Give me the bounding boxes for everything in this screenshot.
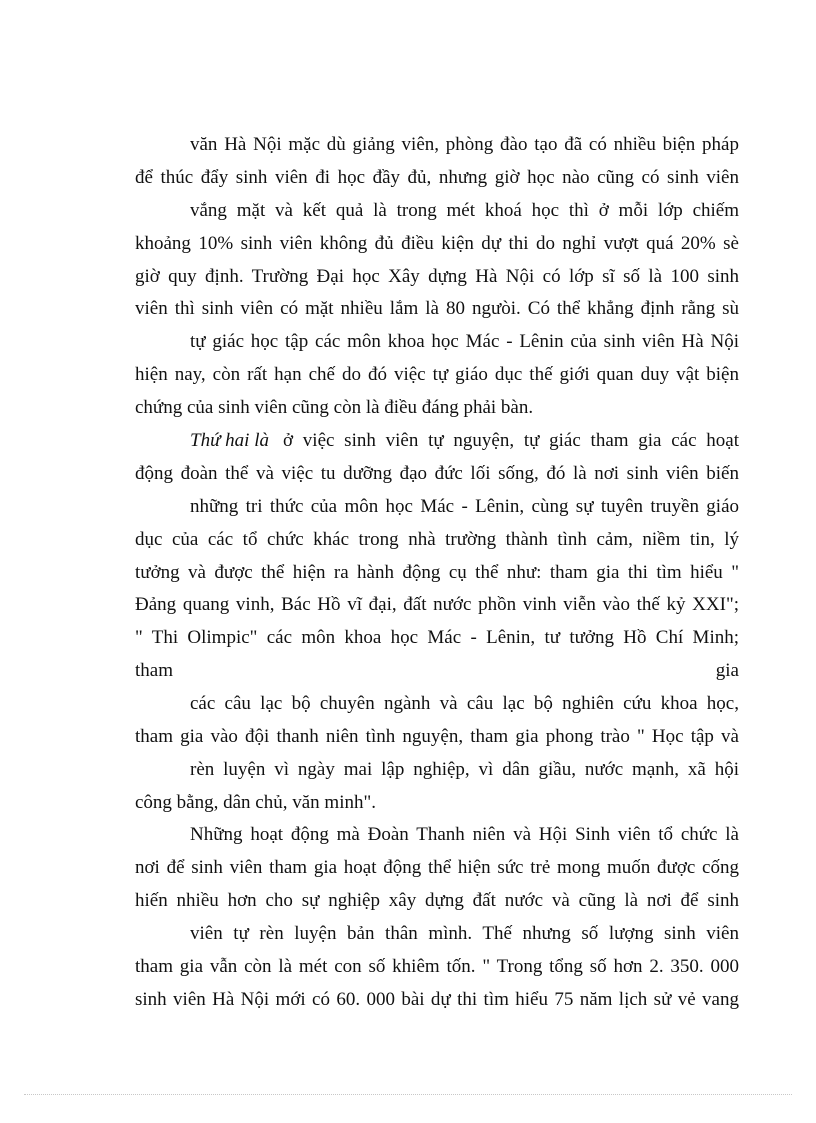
text-line: sinh viên Hà Nội mới có 60. 000 bài dự thi tìm hiểu 75 năm lịch sử vẻ vang	[135, 989, 739, 1010]
text-line: khoảng 10% sinh viên không đủ điều kiện dự thi do nghỉ vượt quá 20% sè	[135, 233, 739, 254]
text-line: các câu lạc bộ chuyên ngành và câu lạc bộ nghiên cứu khoa học,	[190, 693, 739, 714]
text-line: Những hoạt động mà Đoàn Thanh niên và Hội Sinh viên tổ chức là	[190, 824, 739, 845]
text-line: động đoàn thể và việc tu dưỡng đạo đức lối sống, đó là nơi sinh viên biến	[135, 463, 739, 484]
text-line: để thúc đẩy sinh viên đi học đầy đủ, nhưng giờ học nào cũng có sinh viên	[135, 167, 739, 188]
text-line: hiến nhiều hơn cho sự nghiệp xây dựng đất nước và cũng là nơi để sinh	[135, 890, 739, 911]
text-line: viên thì sinh viên có mặt nhiều lắm là 80 ngưòi. Có thể khẳng định rằng sù	[135, 298, 739, 319]
text-line: hiện nay, còn rất hạn chế do đó việc tự giáo dục thế giới quan duy vật biện	[135, 364, 739, 385]
text-line: " Thi Olimpic" các môn khoa học Mác - Lênin, tư tưởng Hồ Chí Minh;	[135, 627, 739, 648]
text-line: chứng của sinh viên cũng còn là điều đáng phải bàn.	[135, 397, 534, 418]
text-line: ở việc sinh viên tự nguyện, tự giác tham gia các hoạt	[283, 430, 739, 451]
text-line: tham gia vẫn còn là mét con số khiêm tốn. " Trong tổng số hơn 2. 350. 000	[135, 956, 739, 977]
paragraph-start-line	[190, 424, 739, 457]
text-line: dục của các tổ chức khác trong nhà trường thành tình cảm, niềm tin, lý	[135, 529, 739, 550]
text-line: văn Hà Nội mặc dù giảng viên, phòng đào tạo đã có nhiều biện pháp	[190, 134, 739, 155]
text-line: tham gia vào đội thanh niên tình nguyện, tham gia phong trào " Học tập và	[135, 726, 739, 747]
italic-lead: Thứ hai là	[190, 430, 269, 451]
text-line: Đảng quang vinh, Bác Hồ vĩ đại, đất nước phồn vinh viễn vào thế kỷ XXI";	[135, 594, 739, 615]
text-line: tự giác học tập các môn khoa học Mác - Lênin của sinh viên Hà Nội	[190, 331, 739, 352]
text-line: vắng mặt và kết quả là trong mét khoá học thì ở mỗi lớp chiếm	[190, 200, 739, 221]
text-line: rèn luyện vì ngày mai lập nghiệp, vì dân giầu, nước mạnh, xã hội	[190, 759, 739, 780]
text-line: gia	[715, 660, 739, 681]
text-line: nơi để sinh viên tham gia hoạt động thể hiện sức trẻ mong muốn được cống	[135, 857, 739, 878]
text-line: công bằng, dân chủ, văn minh".	[135, 792, 376, 813]
text-line: tưởng và được thể hiện ra hành động cụ thể như: tham gia thi tìm hiểu "	[135, 562, 739, 583]
text-line: giờ quy định. Trường Đại học Xây dựng Hà Nội có lớp sĩ số là 100 sinh	[135, 266, 739, 287]
text-line: viên tự rèn luyện bản thân mình. Thế nhưng số lượng sinh viên	[190, 923, 739, 944]
text-line: những tri thức của môn học Mác - Lênin, cùng sự tuyên truyền giáo	[190, 496, 739, 517]
text-line: tham	[135, 660, 173, 681]
split-line	[135, 654, 739, 687]
footer-divider	[24, 1094, 792, 1095]
